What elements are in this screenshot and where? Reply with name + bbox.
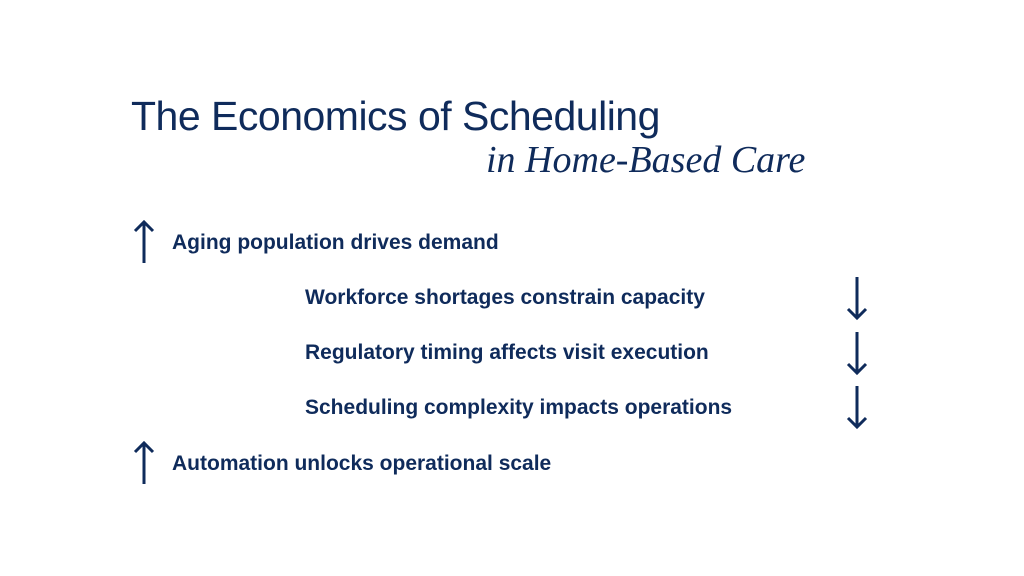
arrow-down-icon	[846, 330, 868, 376]
arrow-down-icon	[846, 275, 868, 321]
arrow-down-icon	[846, 384, 868, 430]
arrow-up-icon	[133, 219, 155, 265]
page-title: The Economics of Scheduling	[131, 93, 660, 139]
point-scheduling-complexity: Scheduling complexity impacts operations	[305, 396, 733, 419]
point-regulatory-timing: Regulatory timing affects visit execution	[305, 341, 709, 364]
arrow-up-icon	[133, 440, 155, 486]
page-subtitle: in Home-Based Care	[486, 139, 806, 181]
point-aging-population: Aging population drives demand	[172, 231, 499, 254]
point-automation: Automation unlocks operational scale	[172, 452, 552, 475]
point-workforce-shortages: Workforce shortages constrain capacity	[305, 286, 705, 309]
